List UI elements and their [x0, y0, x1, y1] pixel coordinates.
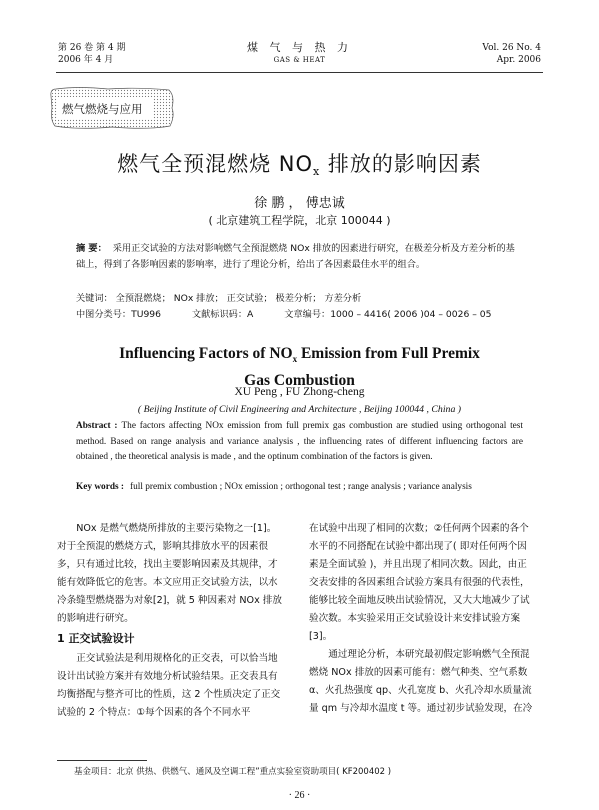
abstract-en-label: Abstract :	[76, 421, 118, 431]
authors-en: XU Peng , FU Zhong-cheng	[234, 386, 365, 398]
keywords-en-label: Key words :	[76, 482, 125, 492]
section-1-heading: 1 正交试验设计	[57, 632, 135, 645]
issue-date: 2006 年 4 月	[58, 55, 114, 65]
right-paragraph-1: 在试验中出现了相同的次数；②任何两个因素的各个水平的不同搭配在试验中都出现了( 即对任何两个因素是全面试验 )，并且出现了相同次数。因此，由正交表安排的各因素组合试验方案具有很强的代表性，能够比较全面地反映出试验情况，又大大地减少了试验次数。本实验采用正交试验设计来安排试验方案[3]。	[309, 523, 530, 642]
paper-title-cn	[0, 148, 599, 178]
title-en-subscript: x	[292, 354, 298, 365]
clc-number: 中图分类号：TU996	[76, 309, 161, 320]
abstract-cn	[76, 241, 523, 273]
title-cn-subscript: x	[313, 165, 321, 178]
volume-issue: 第 26 卷 第 4 期	[58, 43, 126, 53]
journal-name-cn: 煤 气 与 热 力	[247, 41, 352, 54]
keywords-en-text: full premix combustion ; NOx emission ; orthogonal test ; range analysis ; variance analysis	[130, 482, 472, 492]
keywords-cn-label: 关键词：	[76, 293, 113, 304]
issue-info-en	[482, 42, 541, 66]
title-cn-tail: 排放的影响因素	[320, 152, 482, 176]
footnote-rule	[57, 760, 147, 761]
abstract-en	[76, 419, 523, 466]
title-en-part-a: Influencing Factors of NO	[119, 345, 293, 362]
title-cn-main: 燃气全预混燃烧 NO	[117, 152, 313, 176]
section-tag	[48, 86, 176, 130]
journal-name	[58, 42, 541, 66]
title-en-line1	[0, 343, 599, 370]
issue-date-en: Apr. 2006	[496, 55, 541, 65]
right-paragraph-2: 通过理论分析，本研究最初假定影响燃气全预混燃烧 NOx 排放的因素可能有：燃气种类、空气系数 α、火孔热强度 qp、火孔宽度 b、火孔冷却水质量流量 qm 与冷却水温度 t 等。通过初步试验发现，在冷	[309, 649, 533, 714]
volume-issue-en: Vol. 26 No. 4	[482, 43, 541, 53]
section-tag-label: 燃气燃烧与应用	[62, 102, 143, 116]
affiliation-cn: ( 北京建筑工程学院，北京 100044 )	[208, 214, 391, 227]
abstract-cn-label: 摘 要：	[76, 243, 107, 254]
keywords-cn-text: 全预混燃烧； NOx 排放； 正交试验； 极差分析； 方差分析	[115, 293, 362, 304]
article-number: 文章编号：1000 – 4416( 2006 )04 – 0026 – 05	[284, 309, 492, 320]
affiliation-en: ( Beijing Institute of Civil Engineering and Architecture , Beijing 100044 , China )	[137, 404, 462, 415]
abstract-cn-text: 采用正交试验的方法对影响燃气全预混燃烧 NOx 排放的因素进行研究，在极差分析及方差分析的基础上，得到了各影响因素的影响率，进行了理论分析，给出了各因素最佳水平的组合。	[76, 243, 515, 270]
document-code: 文献标识码：A	[191, 309, 254, 320]
title-en-line2: Gas Combustion	[244, 372, 355, 390]
funding-footnote: 基金项目：北京 供热、供燃气、通风及空调工程”重点实验室资助项目( KF200402 )	[74, 767, 392, 777]
authors-cn: 徐 鹏 ， 傅忠诚	[254, 196, 345, 211]
keywords-en	[76, 480, 523, 496]
page-number: · 26 ·	[288, 790, 311, 801]
paper-title-en	[0, 343, 599, 391]
header-rule	[56, 72, 543, 73]
abstract-en-text: The factors affecting NOx emission from full premix gas combustion are studied using orthogonal test method. Based on range analysis and variance analysis , the influencing rates of different influencing factors are obtained , the theoretical analysis is made , and the optinum combination of the factors is given.	[76, 421, 523, 462]
section-1-paragraph: 正交试验法是利用规格化的正交表，可以恰当地设计出试验方案并有效地分析试验结果。正交表具有均衡搭配与整齐可比的性质，这 2 个性质决定了正交试验的 2 个特点：①每个因素的各个不同水平	[57, 653, 281, 718]
keywords-cn	[76, 291, 523, 307]
body-column-right	[309, 520, 535, 718]
intro-paragraph: NOx 是燃气燃烧所排放的主要污染物之一[1]。对于全预混的燃烧方式，影响其排放水平的因素很多，只有通过比较，找出主要影响因素及其规律，才能有效降低它的危害。本文应用正交试验方法，以水冷条缝型燃烧器为对象[2]，就 5 种因素对 NOx 排放的影响进行研究。	[57, 523, 282, 624]
journal-name-en: GAS & HEAT	[273, 56, 326, 64]
title-en-part-b: Emission from Full Premix	[297, 345, 480, 362]
classification-line	[76, 307, 523, 323]
body-column-left	[57, 520, 283, 722]
